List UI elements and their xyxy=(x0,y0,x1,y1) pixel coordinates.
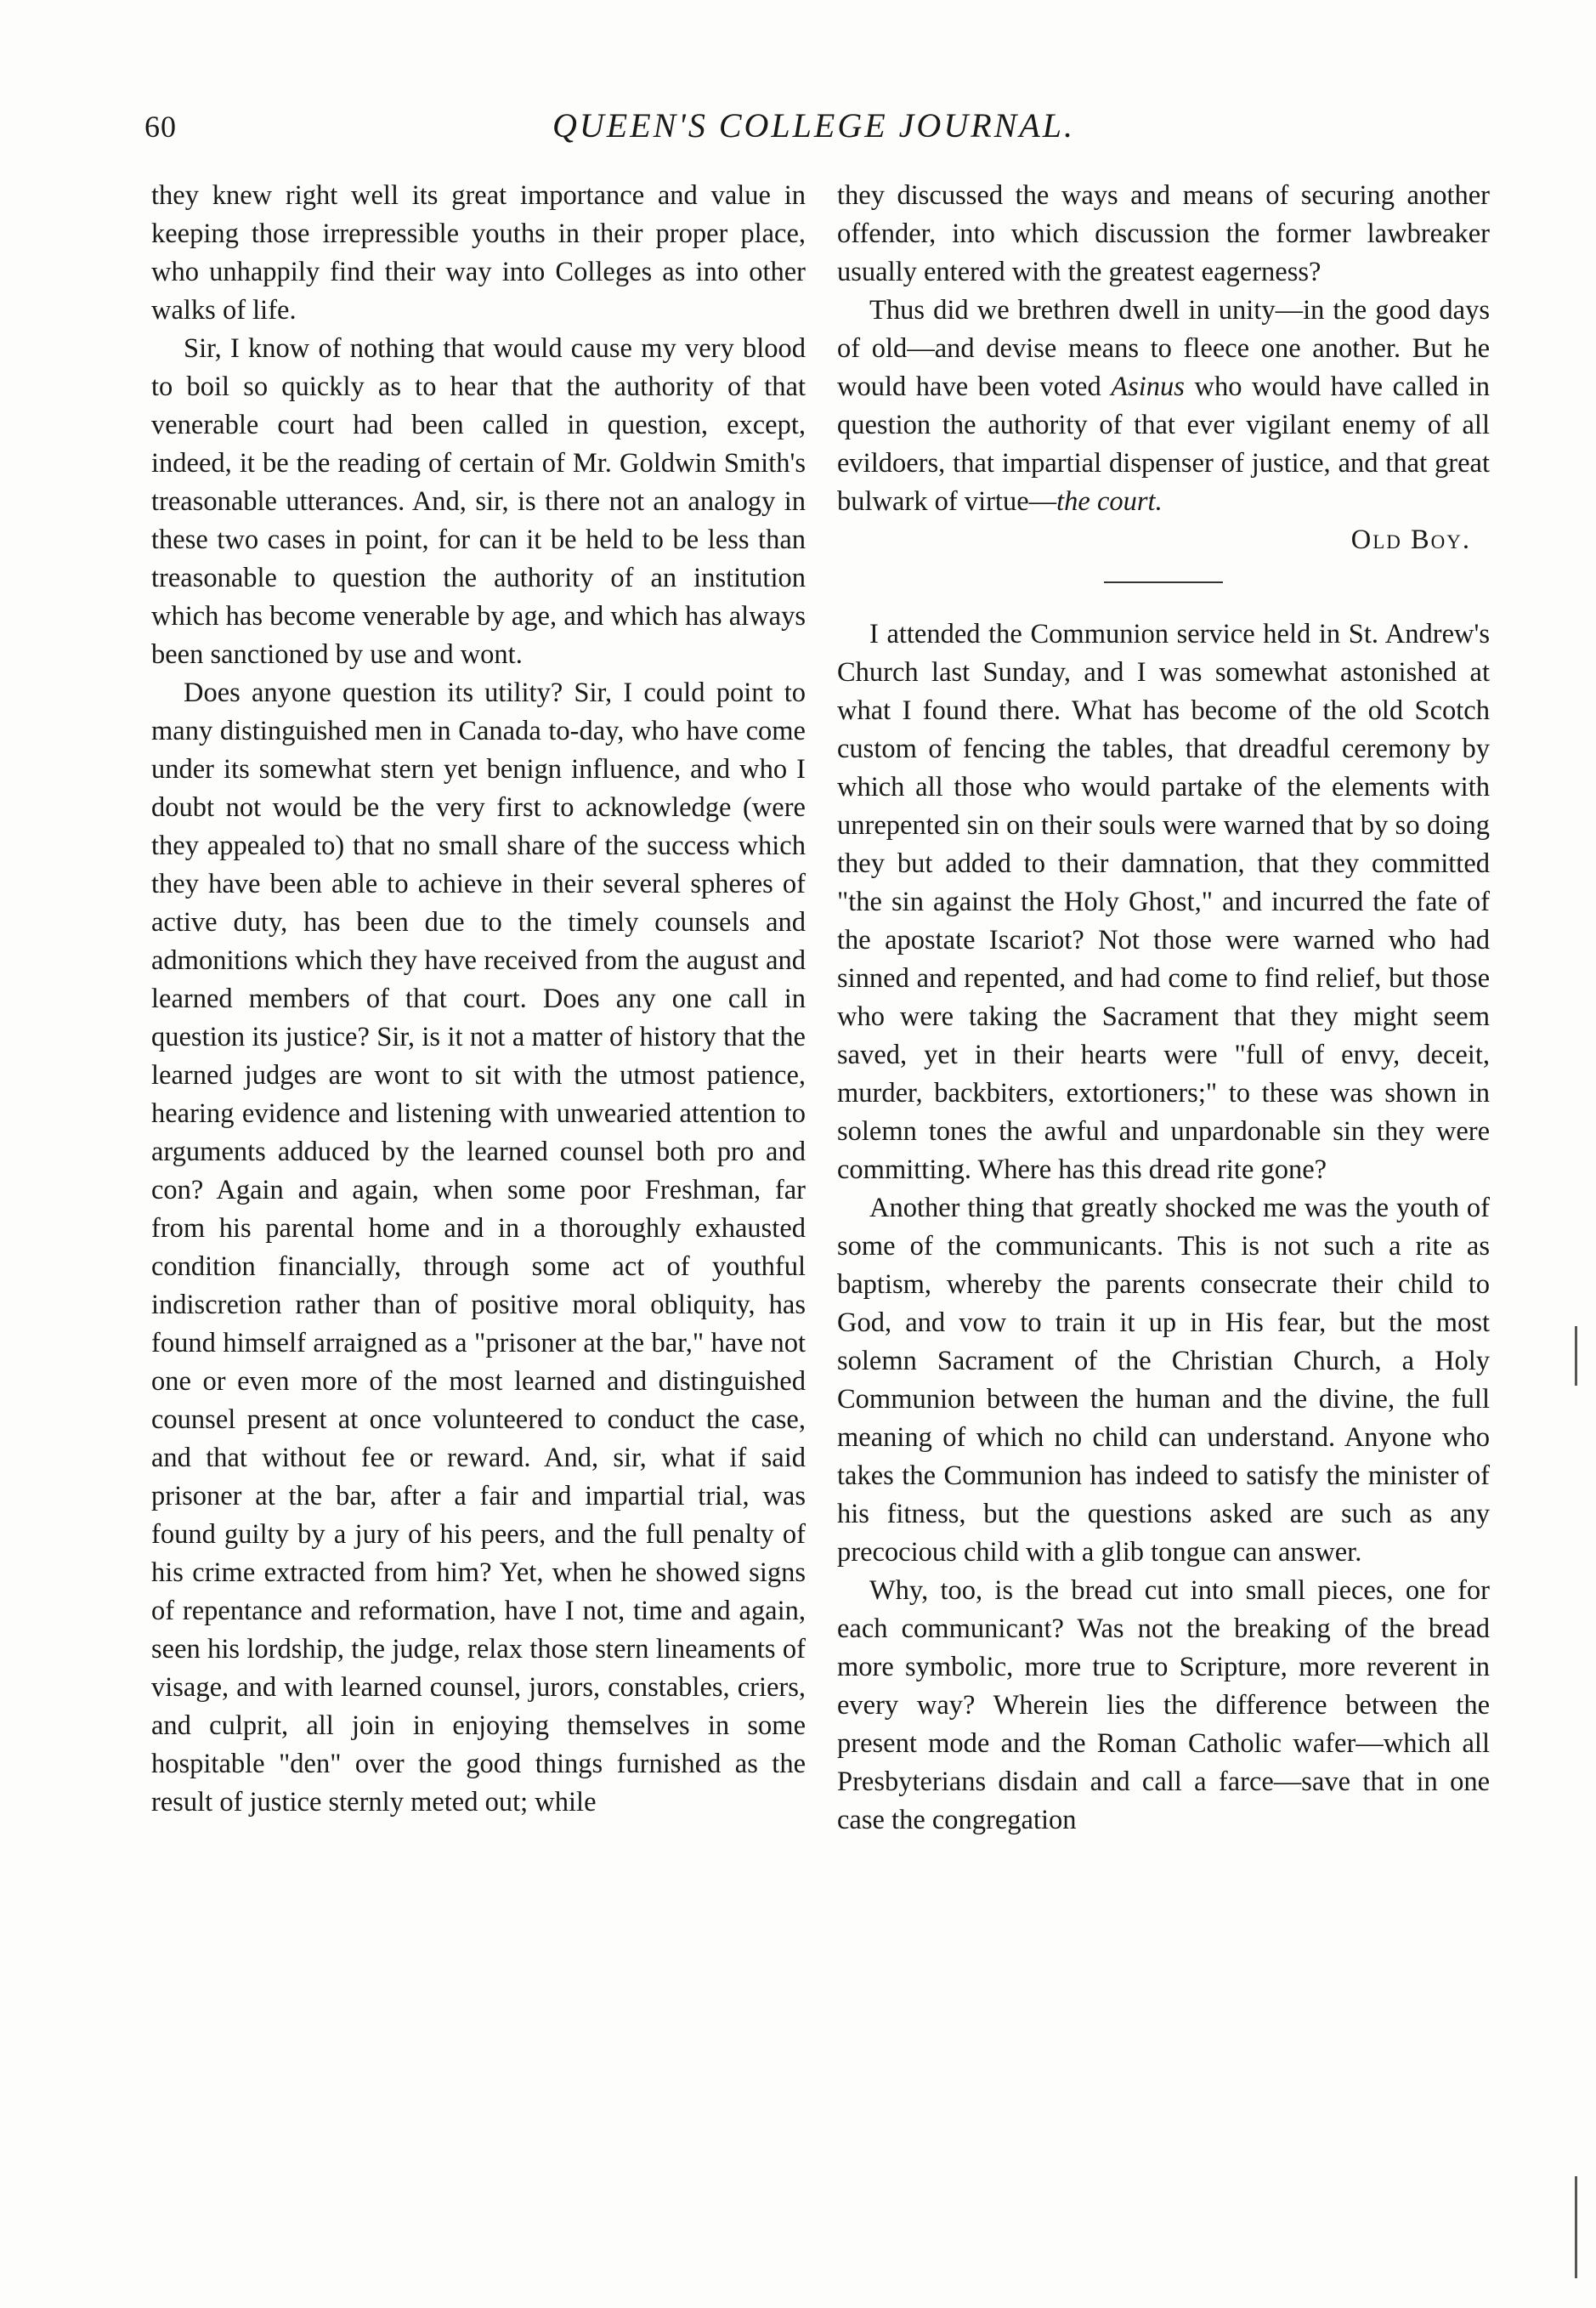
left-paragraph-1: they knew right well its great importance and value in keeping those irrepressible youths in their proper place, who unhappily find their way into Colleges as into other walks of life. xyxy=(151,180,806,326)
left-paragraph-3: Does anyone question its utility? Sir, I could point to many distinguished men in Canada to-day, who have come under its somewhat stern yet benign influence, and who I doubt not would be the very first to acknowledge (were they appealed to) that no small share of the success which they have been able to achieve in their several spheres of active duty, has been due to the timely counsels and admonitions which they have received from the august and learned members of that court. Does any one call in question its justice? Sir, is it not a matter of history that the learned judges are wont to sit with the utmost patience, hearing evidence and listening with unwearied attention to arguments adduced by the learned counsel both pro and con? Again and again, when some poor Freshman, far from his parental home and in a thoroughly exhausted condition financially, through some act of youthful indiscretion rather than of positive moral obliquity, has found himself arraigned as a "prisoner at the bar," have not one or even more of the most learned and distinguished counsel present at once volunteered to conduct the case, and that without fee or reward. And, sir, what if said prisoner at the bar, after a fair and impartial trial, was found guilty by a jury of his peers, and the full penalty of his crime extracted from him? Yet, when he showed signs of repentance and reformation, have I not, time and again, seen his lordship, the judge, relax those stern lineaments of visage, and with learned counsel, jurors, constables, criers, and culprit, all join in enjoying themselves in some hospitable "den" over the good things furnished as the result of justice sternly meted out; while xyxy=(151,678,806,1817)
right-paragraph-3: I attended the Communion service held in St. Andrew's Church last Sunday, and I was somewhat astonished at what I found there. What has become of the old Scotch custom of fencing the tables, that dreadful ceremony by which all those who would partake of the elements with unrepented sin on their souls were warned that by so doing they but added to their damnation, that they committed "the sin against the Holy Ghost," and incurred the fate of the apostate Iscariot? Not those were warned who had sinned and repented, and had come to find relief, but those who were taking the Sacrament that they might seem saved, yet in their hearts were "full of envy, deceit, murder, backbiters, extortioners;" to these was shown in solemn tones the awful and unpardonable sin they were committing. Where has this dread rite gone? xyxy=(837,619,1490,1185)
paragraph-text: who would have called in question the authority of that ever vigilant enemy of all evildoers, that impartial dispenser of justice, and that great bulwark of virtue— xyxy=(837,371,1491,517)
paragraph-text: Thus did we brethren dwell in unity—in the good days of old—and devise means to fleece one another. But he would have been voted xyxy=(837,295,1490,402)
signature-old-boy: Old Boy. xyxy=(1350,525,1471,555)
right-column xyxy=(837,177,1490,1840)
margin-mark xyxy=(1575,1326,1577,1386)
page-header xyxy=(144,100,1483,151)
section-divider xyxy=(1104,581,1223,583)
left-column xyxy=(151,177,806,1822)
italic-asinus: Asinus xyxy=(1111,371,1185,402)
page-number: 60 xyxy=(144,110,177,144)
journal-title: QUEEN'S COLLEGE JOURNAL. xyxy=(552,106,1075,145)
italic-the-court: the court. xyxy=(1056,486,1163,517)
right-paragraph-5: Why, too, is the bread cut into small pieces, one for each communicant? Was not the breaking of the bread more symbolic, more true to Scripture, more reverent in every way? Wherein lies the difference between the present mode and the Roman Catholic wafer—which all Presbyterians disdain and call a farce—save that in one case the congregation xyxy=(837,1575,1490,1835)
margin-mark xyxy=(1575,2176,1577,2278)
right-paragraph-2 xyxy=(837,292,1490,521)
right-paragraph-4: Another thing that greatly shocked me was the youth of some of the communicants. This is not such a rite as baptism, whereby the parents consecrate their child to God, and vow to train it up in His fear, but the most solemn Sacrament of the Christian Church, a Holy Communion between the human and the divine, the full meaning of which no child can understand. Anyone who takes the Communion has indeed to satisfy the minister of his fitness, but the questions asked are such as any precocious child with a glib tongue can answer. xyxy=(837,1193,1490,1568)
left-paragraph-2: Sir, I know of nothing that would cause my very blood to boil so quickly as to hear that the authority of that venerable court had been called in question, except, indeed, it be the reading of certain of Mr. Goldwin Smith's treasonable utterances. And, sir, is there not an analogy in these two cases in point, for can it be held to be less than treasonable to question the authority of an institution which has become venerable by age, and which has always been sanctioned by use and wont. xyxy=(151,333,806,670)
right-paragraph-1: they discussed the ways and means of securing another offender, into which discussion the former lawbreaker usually entered with the greatest eagerness? xyxy=(837,180,1490,287)
